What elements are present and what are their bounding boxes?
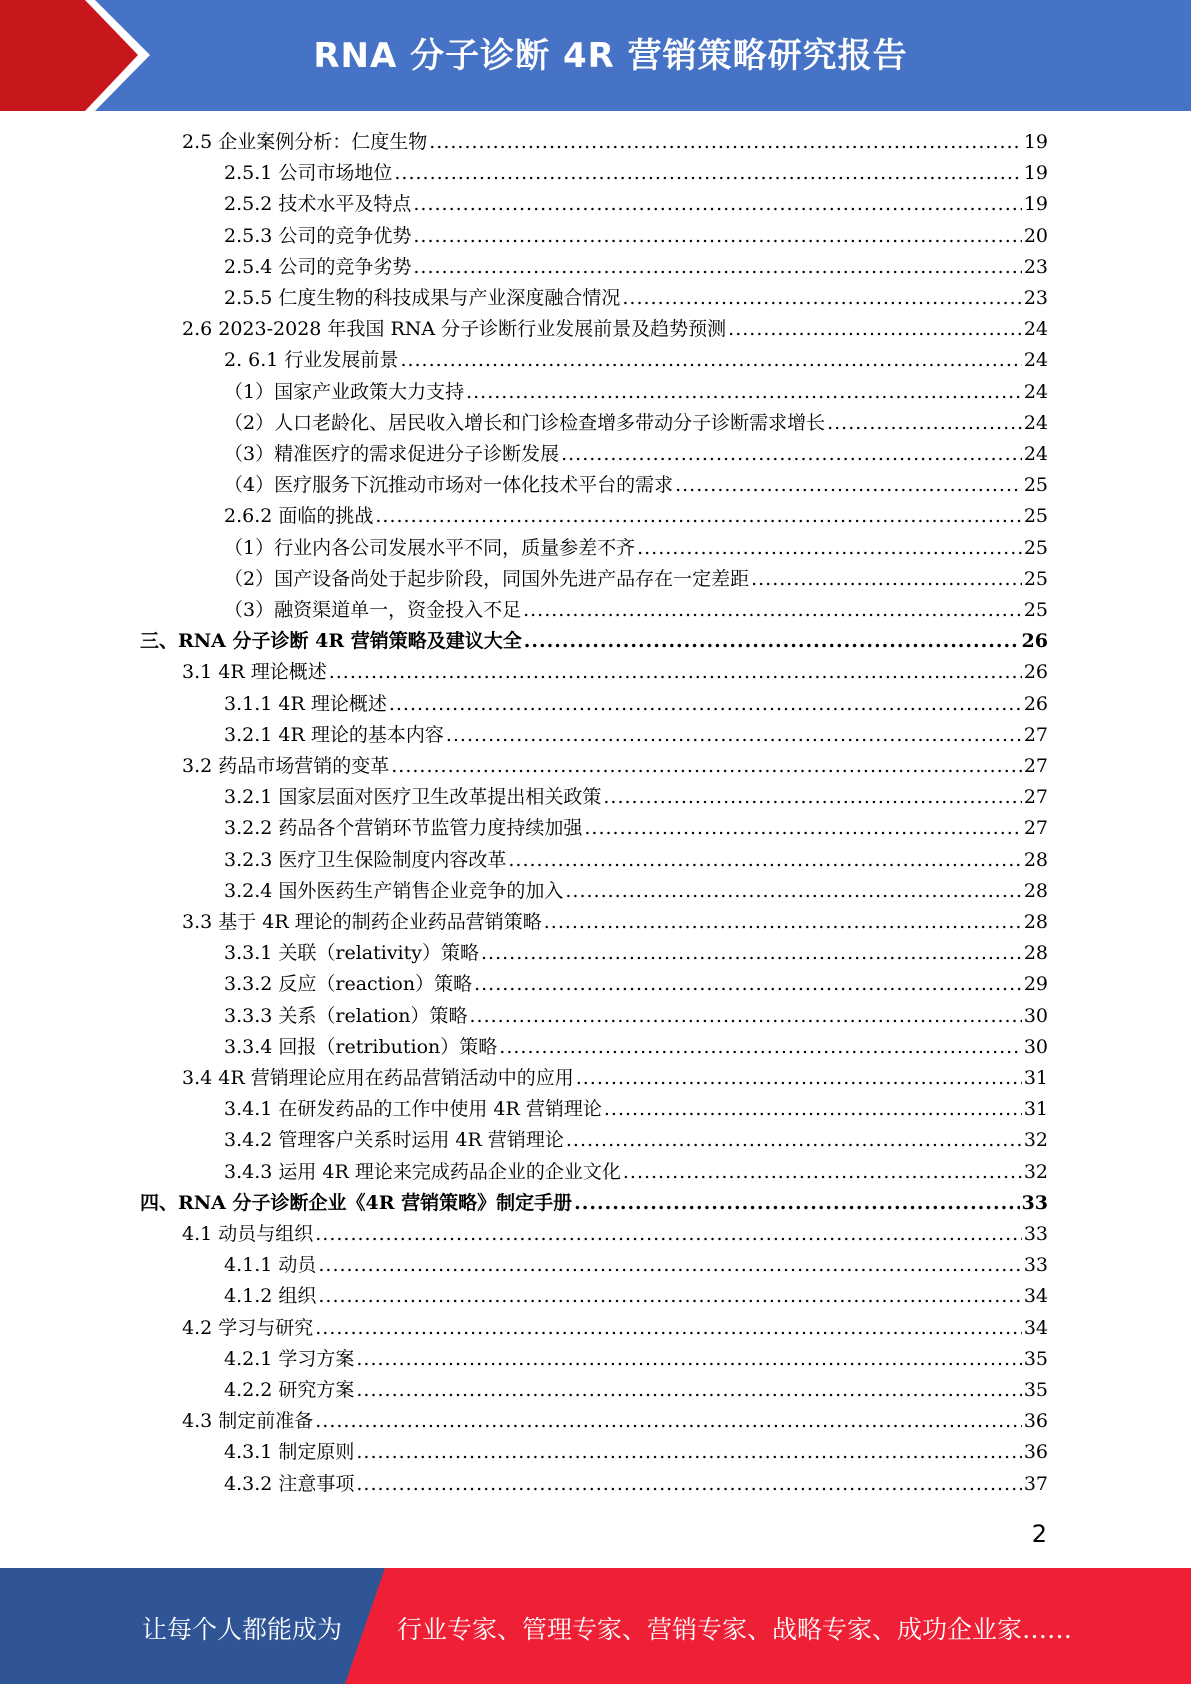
toc-entry[interactable]	[182, 1219, 1048, 1250]
toc-entry[interactable]	[224, 845, 1048, 876]
toc-dot-leader	[400, 345, 1021, 376]
toc-entry-page: 28	[1023, 879, 1048, 902]
toc-entry-title: 3.1.1 4R 理论概述	[224, 692, 387, 715]
toc-entry[interactable]	[182, 1313, 1048, 1344]
toc-entry[interactable]	[224, 252, 1048, 283]
toc-dot-leader	[623, 1157, 1022, 1188]
toc-entry[interactable]	[182, 1406, 1048, 1437]
toc-entry-page: 33	[1021, 1191, 1048, 1214]
toc-entry-title: 2.5.2 技术水平及特点	[224, 193, 412, 216]
toc-dot-leader	[318, 1281, 1021, 1312]
toc-entry[interactable]	[224, 813, 1048, 844]
toc-entry[interactable]	[224, 221, 1048, 252]
toc-entry-page: 30	[1023, 1035, 1048, 1058]
toc-dot-leader	[603, 782, 1021, 813]
toc-entry[interactable]	[224, 689, 1048, 720]
toc-entry-page: 26	[1023, 661, 1048, 684]
toc-entry[interactable]	[224, 377, 1048, 408]
toc-dot-leader	[566, 1125, 1022, 1156]
toc-dot-leader	[499, 1032, 1022, 1063]
toc-dot-leader	[391, 751, 1022, 782]
toc-dot-leader	[429, 127, 1022, 158]
toc-entry-page: 35	[1023, 1379, 1048, 1401]
toc-dot-leader	[413, 189, 1021, 220]
toc-entry-title: 4.1 动员与组织	[182, 1223, 314, 1245]
toc-entry[interactable]	[224, 1125, 1048, 1156]
toc-entry-title: 3.2.3 医疗卫生保险制度内容改革	[224, 848, 507, 871]
toc-entry-page: 28	[1023, 942, 1048, 965]
toc-entry-title: （3）精准医疗的需求促进分子诊断发展	[224, 443, 560, 465]
toc-entry-title: （3）融资渠道单一，资金投入不足	[224, 599, 522, 621]
toc-dot-leader	[523, 595, 1022, 626]
toc-entry-title: 3.2.1 国家层面对医疗卫生改革提出相关政策	[224, 786, 602, 809]
toc-entry-title: （4）医疗服务下沉推动市场对一体化技术平台的需求	[224, 474, 674, 497]
toc-dot-leader	[466, 377, 1022, 408]
toc-entry[interactable]	[140, 626, 1048, 657]
toc-entry-page: 36	[1023, 1410, 1048, 1433]
toc-entry[interactable]	[224, 1344, 1048, 1375]
toc-entry[interactable]	[224, 1001, 1048, 1032]
toc-entry[interactable]	[224, 1375, 1048, 1406]
toc-dot-leader	[389, 689, 1022, 720]
toc-dot-leader	[315, 1313, 1022, 1344]
page-header	[0, 0, 1191, 111]
toc-entry-title: 2.5.4 公司的竞争劣势	[224, 255, 412, 278]
toc-dot-leader	[622, 283, 1021, 314]
toc-entry-page: 27	[1023, 755, 1048, 777]
toc-entry[interactable]	[224, 533, 1048, 564]
toc-entry[interactable]	[224, 876, 1048, 907]
toc-entry-page: 24	[1023, 318, 1048, 341]
toc-entry-title: 3.4.2 管理客户关系时运用 4R 营销理论	[224, 1129, 564, 1152]
toc-entry-title: 三、RNA 分子诊断 4R 营销策略及建议大全	[140, 630, 522, 653]
toc-entry-title: 3.2.1 4R 理论的基本内容	[224, 723, 444, 746]
toc-dot-leader	[481, 938, 1022, 969]
toc-entry[interactable]	[224, 1250, 1048, 1281]
toc-entry-page: 24	[1023, 349, 1048, 372]
toc-entry-title: 3.3.3 关系（relation）策略	[224, 1004, 468, 1027]
toc-entry-page: 37	[1023, 1472, 1048, 1495]
toc-entry-title: 3.4.3 运用 4R 理论来完成药品企业的企业文化	[224, 1160, 621, 1183]
toc-entry[interactable]	[182, 127, 1048, 158]
toc-entry[interactable]	[224, 782, 1048, 813]
page-number: 2	[1031, 1520, 1047, 1548]
toc-entry[interactable]	[224, 283, 1048, 314]
toc-entry-page: 28	[1023, 911, 1048, 933]
toc-entry-title: 4.3.2 注意事项	[224, 1472, 355, 1495]
toc-entry-title: 4.2.1 学习方案	[224, 1347, 355, 1370]
toc-entry-title: 2.6 2023-2028 年我国 RNA 分子诊断行业发展前景及趋势预测	[182, 318, 727, 341]
toc-entry-page: 36	[1023, 1441, 1048, 1464]
toc-entry-page: 27	[1023, 786, 1048, 809]
toc-entry[interactable]	[224, 189, 1048, 220]
toc-entry-page: 24	[1023, 380, 1048, 403]
toc-entry[interactable]	[224, 564, 1048, 595]
toc-entry-page: 27	[1023, 723, 1048, 746]
toc-entry-title: 3.2 药品市场营销的变革	[182, 755, 390, 777]
toc-entry-page: 20	[1023, 224, 1048, 247]
toc-dot-leader	[356, 1344, 1021, 1375]
toc-entry[interactable]	[224, 1032, 1048, 1063]
toc-entry-title: 四、RNA 分子诊断企业《4R 营销策略》制定手册	[140, 1191, 573, 1214]
toc-entry-title: 3.3.1 关联（relativity）策略	[224, 942, 480, 965]
toc-entry-page: 31	[1023, 1067, 1048, 1089]
toc-entry[interactable]	[182, 657, 1048, 688]
toc-entry[interactable]	[224, 938, 1048, 969]
toc-dot-leader	[315, 1406, 1022, 1437]
toc-entry-page: 24	[1023, 443, 1048, 465]
toc-entry-title: 3.1 4R 理论概述	[182, 661, 327, 684]
toc-dot-leader	[751, 564, 1022, 595]
toc-entry-title: 2.5 企业案例分析：仁度生物	[182, 131, 428, 153]
toc-entry-title: 3.3 基于 4R 理论的制药企业药品营销策略	[182, 911, 542, 933]
toc-dot-leader	[604, 1094, 1022, 1125]
toc-dot-leader	[827, 408, 1022, 439]
toc-entry[interactable]	[182, 907, 1048, 938]
toc-entry[interactable]	[182, 751, 1048, 782]
report-title: RNA 分子诊断 4R 营销策略研究报告	[313, 36, 908, 76]
toc-dot-leader	[574, 1188, 1019, 1219]
toc-entry[interactable]	[182, 314, 1048, 345]
toc-entry-title: 4.2.2 研究方案	[224, 1379, 355, 1401]
toc-entry-page: 23	[1023, 287, 1048, 309]
toc-entry[interactable]	[224, 470, 1048, 501]
toc-entry[interactable]	[140, 1188, 1048, 1219]
toc-entry-title: 3.4.1 在研发药品的工作中使用 4R 营销理论	[224, 1098, 602, 1121]
toc-entry[interactable]	[224, 158, 1048, 189]
toc-entry[interactable]	[224, 501, 1048, 532]
toc-entry-title: 4.1.1 动员	[224, 1254, 317, 1277]
toc-entry-title: 3.2.4 国外医药生产销售企业竞争的加入	[224, 879, 564, 902]
toc-entry-title: 3.4 4R 营销理论应用在药品营销活动中的应用	[182, 1067, 574, 1089]
toc-entry-title: 2.6.2 面临的挑战	[224, 505, 374, 528]
toc-entry-page: 33	[1023, 1223, 1048, 1245]
toc-dot-leader	[675, 470, 1022, 501]
toc-dot-leader	[544, 907, 1022, 938]
toc-entry-page: 28	[1023, 848, 1048, 871]
toc-entry-page: 24	[1023, 411, 1048, 434]
toc-entry-page: 25	[1023, 599, 1048, 621]
toc-entry[interactable]	[224, 1469, 1048, 1500]
toc-entry-title: （1）国家产业政策大力支持	[224, 380, 465, 403]
toc-dot-leader	[413, 252, 1021, 283]
toc-dot-leader	[315, 1219, 1022, 1250]
toc-entry-page: 34	[1023, 1316, 1048, 1339]
toc-entry[interactable]	[224, 1281, 1048, 1312]
toc-dot-leader	[375, 501, 1021, 532]
toc-entry-page: 26	[1023, 692, 1048, 715]
toc-entry-page: 33	[1023, 1254, 1048, 1277]
toc-entry-page: 30	[1023, 1004, 1048, 1027]
toc-dot-leader	[356, 1437, 1021, 1468]
toc-entry[interactable]	[224, 345, 1048, 376]
toc-entry[interactable]	[224, 1437, 1048, 1468]
toc-entry[interactable]	[224, 408, 1048, 439]
toc-entry-title: （1）行业内各公司发展水平不同，质量参差不齐	[224, 536, 636, 559]
toc-dot-leader	[394, 158, 1021, 189]
toc-entry-title: 2.5.5 仁度生物的科技成果与产业深度融合情况	[224, 287, 621, 309]
toc-dot-leader	[728, 314, 1022, 345]
toc-entry-page: 25	[1023, 505, 1048, 528]
toc-dot-leader	[329, 657, 1022, 688]
toc-entry-title: （2）国产设备尚处于起步阶段，同国外先进产品存在一定差距	[224, 567, 750, 590]
toc-entry-page: 26	[1021, 630, 1048, 653]
toc-entry-page: 31	[1023, 1098, 1048, 1121]
toc-entry-page: 19	[1023, 131, 1048, 153]
toc-entry-title: 3.3.4 回报（retribution）策略	[224, 1035, 498, 1058]
toc-entry-page: 35	[1023, 1347, 1048, 1370]
toc-entry-title: （2）人口老龄化、居民收入增长和门诊检查增多带动分子诊断需求增长	[224, 411, 826, 434]
toc-entry[interactable]	[224, 720, 1048, 751]
toc-entry-page: 32	[1023, 1160, 1048, 1183]
toc-dot-leader	[474, 969, 1022, 1000]
toc-entry[interactable]	[224, 969, 1048, 1000]
toc-dot-leader	[524, 626, 1020, 657]
toc-dot-leader	[584, 813, 1021, 844]
toc-entry-title: 2. 6.1 行业发展前景	[224, 349, 399, 372]
toc-entry-page: 25	[1023, 567, 1048, 590]
footer-slogan-right: 行业专家、管理专家、营销专家、战略专家、成功企业家……	[397, 1615, 1073, 1644]
toc-entry-page: 25	[1023, 536, 1048, 559]
toc-dot-leader	[508, 845, 1021, 876]
toc-entry-page: 27	[1023, 817, 1048, 840]
toc-entry-title: 3.3.2 反应（reaction）策略	[224, 973, 473, 996]
toc-dot-leader	[565, 876, 1021, 907]
toc-dot-leader	[561, 439, 1022, 470]
toc-dot-leader	[576, 1063, 1022, 1094]
toc-entry-page: 29	[1023, 973, 1048, 996]
toc-entry-title: 3.2.2 药品各个营销环节监管力度持续加强	[224, 817, 583, 840]
toc-dot-leader	[413, 221, 1021, 252]
toc-dot-leader	[356, 1469, 1021, 1500]
page-footer	[0, 1568, 1191, 1684]
footer-slogan-left: 让每个人都能成为	[142, 1615, 343, 1644]
toc-entry[interactable]	[182, 1063, 1048, 1094]
toc-entry-page: 23	[1023, 255, 1048, 278]
toc-entry-page: 32	[1023, 1129, 1048, 1152]
toc-entry-page: 34	[1023, 1285, 1048, 1308]
toc-entry[interactable]	[224, 1157, 1048, 1188]
toc-entry[interactable]	[224, 439, 1048, 470]
toc-dot-leader	[470, 1001, 1022, 1032]
toc-entry-title: 4.3 制定前准备	[182, 1410, 314, 1433]
toc-entry[interactable]	[224, 1094, 1048, 1125]
toc-dot-leader	[356, 1375, 1021, 1406]
toc-entry-page: 19	[1023, 162, 1048, 185]
toc-entry-title: 2.5.3 公司的竞争优势	[224, 224, 412, 247]
toc-entry-title: 4.1.2 组织	[224, 1285, 317, 1308]
toc-dot-leader	[318, 1250, 1021, 1281]
toc-entry-title: 4.2 学习与研究	[182, 1316, 314, 1339]
toc-entry-title: 2.5.1 公司市场地位	[224, 162, 393, 185]
toc-entry-title: 4.3.1 制定原则	[224, 1441, 355, 1464]
toc-entry-page: 19	[1023, 193, 1048, 216]
toc-entry[interactable]	[224, 595, 1048, 626]
toc-dot-leader	[637, 533, 1022, 564]
toc-entry-page: 25	[1023, 474, 1048, 497]
toc-dot-leader	[446, 720, 1022, 751]
